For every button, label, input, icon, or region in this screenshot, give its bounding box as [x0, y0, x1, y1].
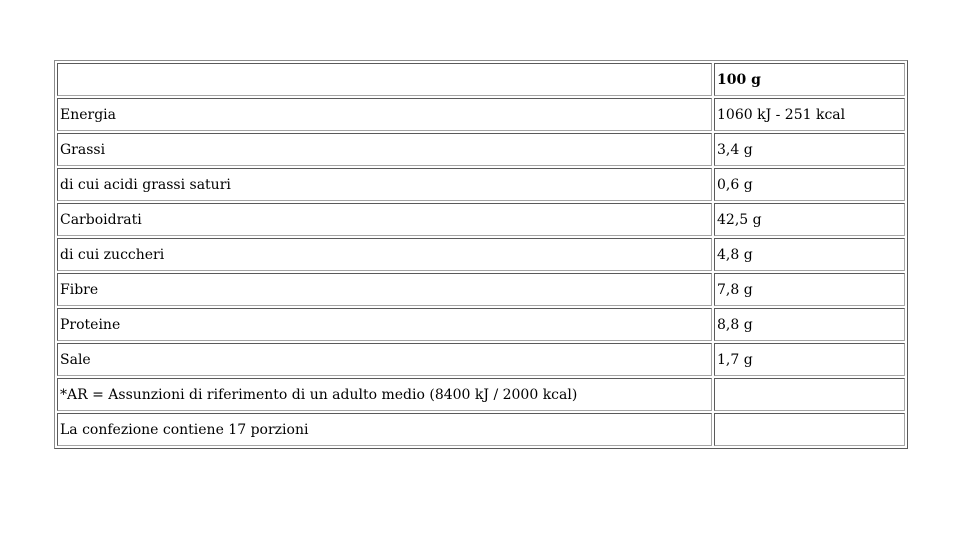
- nutrient-value: 1060 kJ - 251 kcal: [714, 98, 905, 131]
- table-row: [57, 273, 905, 306]
- table-row: [57, 203, 905, 236]
- nutrient-name: Fibre: [57, 273, 712, 306]
- nutrient-value: 4,8 g: [714, 238, 905, 271]
- table-row: [57, 168, 905, 201]
- nutrient-name: Carboidrati: [57, 203, 712, 236]
- nutrient-value: 0,6 g: [714, 168, 905, 201]
- nutrient-name: Energia: [57, 98, 712, 131]
- nutrient-value: 8,8 g: [714, 308, 905, 341]
- table-row: [57, 238, 905, 271]
- nutrient-name: di cui acidi grassi saturi: [57, 168, 712, 201]
- nutrition-table: [54, 60, 908, 449]
- header-name-cell: [57, 63, 712, 96]
- nutrient-value: [714, 378, 905, 411]
- table-header-row: [57, 63, 905, 96]
- nutrient-name: Grassi: [57, 133, 712, 166]
- header-value-cell: 100 g: [714, 63, 905, 96]
- nutrient-name: Sale: [57, 343, 712, 376]
- table-row: [57, 413, 905, 446]
- table-row: [57, 98, 905, 131]
- portions-note: La confezione contiene 17 porzioni: [57, 413, 712, 446]
- table-row: [57, 378, 905, 411]
- nutrient-value: 7,8 g: [714, 273, 905, 306]
- reference-intake-note: *AR = Assunzioni di riferimento di un adulto medio (8400 kJ / 2000 kcal): [57, 378, 712, 411]
- table-row: [57, 343, 905, 376]
- nutrient-value: 1,7 g: [714, 343, 905, 376]
- nutrient-name: di cui zuccheri: [57, 238, 712, 271]
- nutrient-value: 3,4 g: [714, 133, 905, 166]
- table-row: [57, 133, 905, 166]
- table-row: [57, 308, 905, 341]
- nutrition-table-container: [54, 60, 906, 449]
- nutrient-name: Proteine: [57, 308, 712, 341]
- nutrient-value: [714, 413, 905, 446]
- nutrient-value: 42,5 g: [714, 203, 905, 236]
